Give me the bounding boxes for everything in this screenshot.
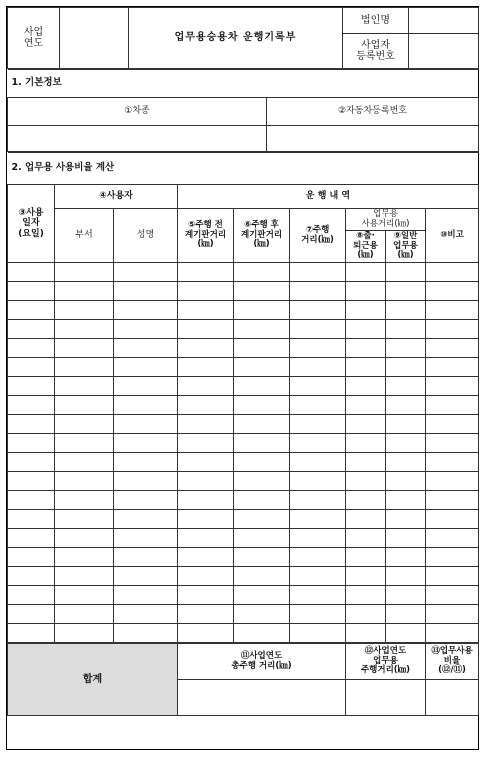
name-cell[interactable] [114,377,178,396]
after-odometer-cell[interactable] [234,358,290,377]
dept-cell[interactable] [55,434,114,453]
annual-total-distance-label: ⑪사업연도 총주행 거리(㎞) [178,644,346,680]
date-cell[interactable] [8,605,55,624]
after-odometer-cell[interactable] [234,339,290,358]
general-business-cell[interactable] [386,586,426,605]
commute-cell[interactable] [346,567,386,586]
after-odometer-cell[interactable] [234,567,290,586]
table-row [8,339,479,358]
biz-no-field[interactable] [409,34,479,69]
table-row [8,377,479,396]
after-odometer-cell[interactable] [234,624,290,643]
table-row [8,624,479,643]
year-value-field[interactable] [60,8,129,69]
after-odometer-cell[interactable] [234,586,290,605]
name-cell[interactable] [114,396,178,415]
dept-cell[interactable] [55,567,114,586]
date-cell[interactable] [8,510,55,529]
distance-cell[interactable] [290,529,346,548]
general-business-cell[interactable] [386,415,426,434]
commute-cell[interactable] [346,472,386,491]
commute-cell[interactable] [346,434,386,453]
after-odometer-cell[interactable] [234,529,290,548]
corp-name-label: 법인명 [343,8,409,34]
commute-cell[interactable] [346,605,386,624]
before-odometer-cell[interactable] [178,415,234,434]
after-odometer-cell[interactable] [234,263,290,282]
business-ratio-field[interactable] [426,680,479,716]
note-cell[interactable] [426,263,479,282]
name-cell[interactable] [114,491,178,510]
date-cell[interactable] [8,567,55,586]
table-row [8,586,479,605]
distance-label: ⑦주행 거리(㎞) [290,209,346,263]
before-odometer-cell[interactable] [178,491,234,510]
distance-cell[interactable] [290,263,346,282]
name-cell[interactable] [114,339,178,358]
table-row [8,282,479,301]
dept-cell[interactable] [55,282,114,301]
dept-cell[interactable] [55,263,114,282]
date-cell[interactable] [8,434,55,453]
general-business-cell[interactable] [386,301,426,320]
before-odometer-cell[interactable] [178,624,234,643]
after-odometer-cell[interactable] [234,548,290,567]
summary-table [7,643,479,716]
total-label: 합계 [8,644,178,716]
logbook-form [6,6,479,750]
table-row [8,396,479,415]
general-business-cell[interactable] [386,491,426,510]
after-odometer-cell[interactable] [234,415,290,434]
general-business-cell[interactable] [386,548,426,567]
distance-cell[interactable] [290,282,346,301]
before-odometer-cell[interactable] [178,510,234,529]
dept-cell[interactable] [55,415,114,434]
before-odometer-cell[interactable] [178,377,234,396]
note-cell[interactable] [426,434,479,453]
before-odometer-cell[interactable] [178,548,234,567]
general-business-cell[interactable] [386,472,426,491]
corp-name-field[interactable] [409,8,479,34]
name-cell[interactable] [114,624,178,643]
table-row [8,472,479,491]
commute-cell[interactable] [346,263,386,282]
general-business-cell[interactable] [386,567,426,586]
header-table [7,7,479,69]
note-cell[interactable] [426,282,479,301]
general-business-cell[interactable] [386,282,426,301]
distance-cell[interactable] [290,567,346,586]
table-row [8,548,479,567]
name-cell[interactable] [114,320,178,339]
date-cell[interactable] [8,282,55,301]
after-odometer-cell[interactable] [234,510,290,529]
logbook-rows [8,263,479,643]
operation-label: 운 행 내 역 [178,185,479,209]
name-cell[interactable] [114,605,178,624]
date-cell[interactable] [8,358,55,377]
table-row [8,320,479,339]
note-cell[interactable] [426,548,479,567]
general-business-cell[interactable] [386,339,426,358]
after-odometer-cell[interactable] [234,320,290,339]
dept-cell[interactable] [55,396,114,415]
form-title: 업무용승용차 운행기록부 [129,8,343,69]
car-type-label: ①차종 [8,98,267,126]
before-odometer-cell[interactable] [178,567,234,586]
commute-cell[interactable] [346,358,386,377]
dept-cell[interactable] [55,548,114,567]
date-cell[interactable] [8,586,55,605]
name-cell[interactable] [114,358,178,377]
distance-cell[interactable] [290,605,346,624]
before-odometer-cell[interactable] [178,586,234,605]
before-odometer-cell[interactable] [178,263,234,282]
distance-cell[interactable] [290,586,346,605]
name-label: 성명 [114,209,178,263]
date-cell[interactable] [8,301,55,320]
note-cell[interactable] [426,453,479,472]
note-cell[interactable] [426,491,479,510]
general-business-cell[interactable] [386,377,426,396]
dept-cell[interactable] [55,529,114,548]
distance-cell[interactable] [290,548,346,567]
name-cell[interactable] [114,415,178,434]
note-cell[interactable] [426,339,479,358]
commute-cell[interactable] [346,453,386,472]
note-cell[interactable] [426,396,479,415]
date-cell[interactable] [8,529,55,548]
note-cell[interactable] [426,301,479,320]
section1-title: 1. 기본정보 [8,70,479,98]
distance-cell[interactable] [290,624,346,643]
note-cell[interactable] [426,567,479,586]
general-business-cell[interactable] [386,510,426,529]
after-odometer-cell[interactable] [234,396,290,415]
table-row [8,415,479,434]
after-odometer-cell[interactable] [234,282,290,301]
before-odometer-cell[interactable] [178,320,234,339]
name-cell[interactable] [114,529,178,548]
table-row [8,491,479,510]
note-label: ⑩비고 [426,209,479,263]
after-odometer-cell[interactable] [234,434,290,453]
distance-cell[interactable] [290,301,346,320]
name-cell[interactable] [114,472,178,491]
distance-cell[interactable] [290,453,346,472]
biz-no-label: 사업자 등록번호 [343,34,409,69]
distance-cell[interactable] [290,415,346,434]
date-cell[interactable] [8,491,55,510]
commute-cell[interactable] [346,320,386,339]
general-business-cell[interactable] [386,358,426,377]
before-odometer-cell[interactable] [178,339,234,358]
dept-label: 부서 [55,209,114,263]
commute-cell[interactable] [346,529,386,548]
after-odometer-cell[interactable] [234,472,290,491]
dept-cell[interactable] [55,605,114,624]
dept-cell[interactable] [55,586,114,605]
after-odometer-cell[interactable] [234,377,290,396]
distance-cell[interactable] [290,377,346,396]
commute-cell[interactable] [346,510,386,529]
section2-title: 2. 업무용 사용비율 계산 [8,153,479,185]
usage-table [7,152,479,643]
note-cell[interactable] [426,624,479,643]
commute-cell[interactable] [346,548,386,567]
business-ratio-label: ⑬업무사용 비율 (⑫/⑪) [426,644,479,680]
distance-cell[interactable] [290,320,346,339]
date-cell[interactable] [8,415,55,434]
dept-cell[interactable] [55,624,114,643]
name-cell[interactable] [114,586,178,605]
distance-cell[interactable] [290,472,346,491]
name-cell[interactable] [114,510,178,529]
car-type-field[interactable] [8,126,267,152]
commute-cell[interactable] [346,339,386,358]
general-business-cell[interactable] [386,434,426,453]
after-odometer-label: ⑥주행 후 계기판거리 (㎞) [234,209,290,263]
dept-cell[interactable] [55,472,114,491]
name-cell[interactable] [114,301,178,320]
table-row [8,301,479,320]
general-business-cell[interactable] [386,263,426,282]
general-business-cell[interactable] [386,453,426,472]
table-row [8,453,479,472]
commute-cell[interactable] [346,491,386,510]
dept-cell[interactable] [55,453,114,472]
commute-cell[interactable] [346,301,386,320]
before-odometer-cell[interactable] [178,282,234,301]
after-odometer-cell[interactable] [234,605,290,624]
general-business-cell[interactable] [386,396,426,415]
distance-cell[interactable] [290,358,346,377]
dept-cell[interactable] [55,491,114,510]
date-cell[interactable] [8,320,55,339]
table-row [8,263,479,282]
distance-cell[interactable] [290,339,346,358]
car-reg-field[interactable] [267,126,479,152]
commute-cell[interactable] [346,624,386,643]
note-cell[interactable] [426,586,479,605]
commute-cell[interactable] [346,282,386,301]
distance-cell[interactable] [290,396,346,415]
date-cell[interactable] [8,263,55,282]
dept-cell[interactable] [55,510,114,529]
note-cell[interactable] [426,510,479,529]
general-business-cell[interactable] [386,605,426,624]
note-cell[interactable] [426,415,479,434]
general-business-cell[interactable] [386,529,426,548]
date-cell[interactable] [8,339,55,358]
date-cell[interactable] [8,548,55,567]
general-business-cell[interactable] [386,624,426,643]
table-row [8,567,479,586]
note-cell[interactable] [426,358,479,377]
commute-cell[interactable] [346,415,386,434]
user-label: ④사용자 [55,185,178,209]
car-reg-label: ②자동차등록번호 [267,98,479,126]
general-business-label: ⑨일반 업무용 (㎞) [386,231,426,263]
annual-business-distance-label: ⑫사업연도 업무용 주행거리(㎞) [346,644,426,680]
note-cell[interactable] [426,529,479,548]
distance-cell[interactable] [290,434,346,453]
basic-info-table [7,69,479,152]
annual-business-distance-field[interactable] [346,680,426,716]
year-label: 사업 연도 [8,8,60,69]
commute-cell[interactable] [346,586,386,605]
dept-cell[interactable] [55,358,114,377]
table-row [8,529,479,548]
before-odometer-cell[interactable] [178,453,234,472]
before-odometer-cell[interactable] [178,358,234,377]
name-cell[interactable] [114,434,178,453]
date-cell[interactable] [8,624,55,643]
date-cell[interactable] [8,472,55,491]
dept-cell[interactable] [55,320,114,339]
before-odometer-cell[interactable] [178,434,234,453]
table-row [8,605,479,624]
note-cell[interactable] [426,377,479,396]
note-cell[interactable] [426,320,479,339]
distance-cell[interactable] [290,491,346,510]
name-cell[interactable] [114,263,178,282]
date-cell[interactable] [8,396,55,415]
table-row [8,434,479,453]
before-odometer-cell[interactable] [178,605,234,624]
name-cell[interactable] [114,282,178,301]
name-cell[interactable] [114,453,178,472]
table-row [8,358,479,377]
before-odometer-cell[interactable] [178,472,234,491]
date-label: ③사용 일자 (요일) [8,185,55,263]
before-odometer-label: ⑤주행 전 계기판거리 (㎞) [178,209,234,263]
after-odometer-cell[interactable] [234,453,290,472]
dept-cell[interactable] [55,301,114,320]
annual-total-distance-field[interactable] [178,680,346,716]
general-business-cell[interactable] [386,320,426,339]
dept-cell[interactable] [55,377,114,396]
after-odometer-cell[interactable] [234,301,290,320]
name-cell[interactable] [114,548,178,567]
note-cell[interactable] [426,605,479,624]
table-row [8,510,479,529]
before-odometer-cell[interactable] [178,301,234,320]
date-cell[interactable] [8,453,55,472]
name-cell[interactable] [114,567,178,586]
commute-label: ⑧출· 퇴근용 (㎞) [346,231,386,263]
date-cell[interactable] [8,377,55,396]
after-odometer-cell[interactable] [234,491,290,510]
distance-cell[interactable] [290,510,346,529]
business-use-label: 업무용 사용거리(㎞) [346,209,426,231]
commute-cell[interactable] [346,377,386,396]
note-cell[interactable] [426,472,479,491]
before-odometer-cell[interactable] [178,396,234,415]
dept-cell[interactable] [55,339,114,358]
commute-cell[interactable] [346,396,386,415]
before-odometer-cell[interactable] [178,529,234,548]
